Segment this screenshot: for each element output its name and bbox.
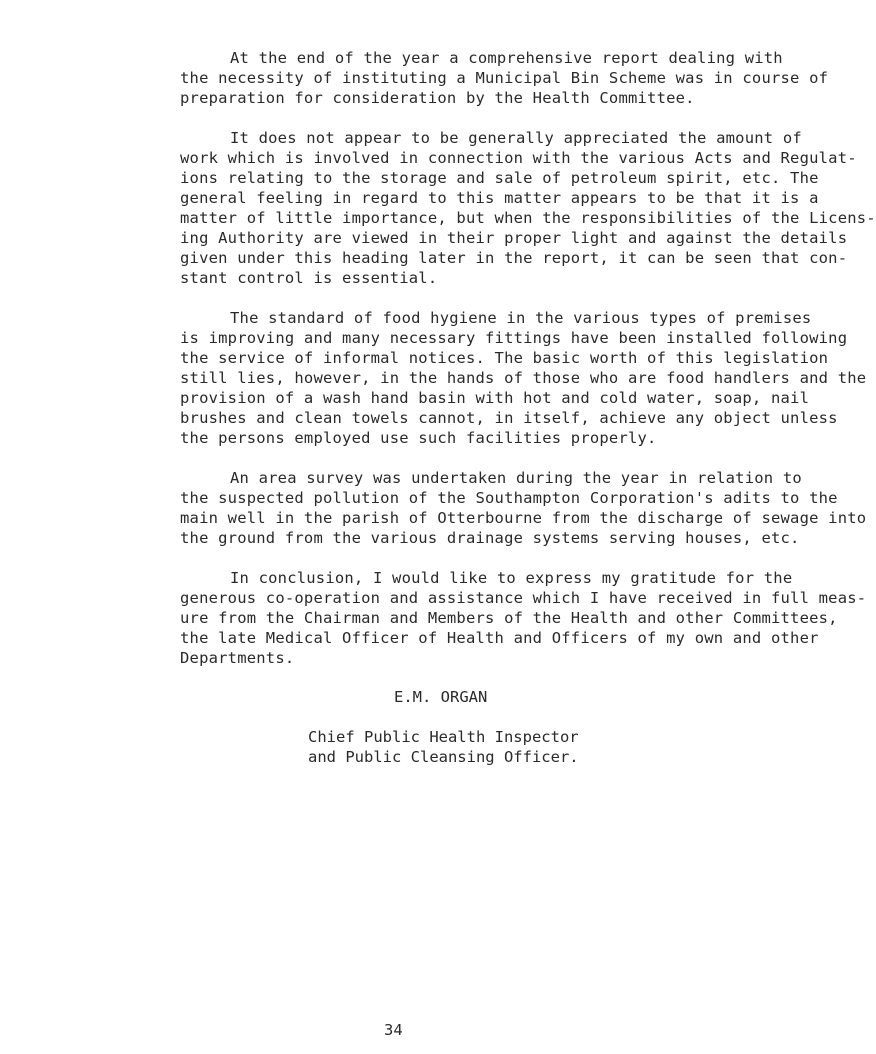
- text-line: preparation for consideration by the Health Committee.: [180, 89, 695, 107]
- text-line: the service of informal notices. The basic worth of this legislation: [180, 349, 829, 367]
- text-line: An area survey was undertaken during the year in relation to: [230, 469, 802, 487]
- text-line: The standard of food hygiene in the various types of premises: [230, 309, 812, 327]
- signatory-title-line-2: and Public Cleansing Officer.: [308, 748, 579, 766]
- text-line: given under this heading later in the report, it can be seen that con-: [180, 249, 848, 267]
- text-line: is improving and many necessary fittings have been installed following: [180, 329, 848, 347]
- text-line: general feeling in regard to this matter appears to be that it is a: [180, 189, 819, 207]
- text-line: stant control is essential.: [180, 269, 438, 287]
- text-line: generous co-operation and assistance which I have received in full meas-: [180, 589, 867, 607]
- text-line: At the end of the year a comprehensive report dealing with: [230, 49, 783, 67]
- text-line: work which is involved in connection with the various Acts and Regulat-: [180, 149, 857, 167]
- text-line: provision of a wash hand basin with hot and cold water, soap, nail: [180, 389, 810, 407]
- text-line: brushes and clean towels cannot, in itself, achieve any object unless: [180, 409, 838, 427]
- text-line: the necessity of instituting a Municipal Bin Scheme was in course of: [180, 69, 829, 87]
- text-line: the late Medical Officer of Health and Officers of my own and other: [180, 629, 819, 647]
- text-line: matter of little importance, but when the responsibilities of the Licens-: [180, 209, 876, 227]
- signatory-title-line-1: Chief Public Health Inspector: [308, 728, 579, 746]
- page-number: 34: [384, 1021, 403, 1039]
- text-line: ing Authority are viewed in their proper light and against the details: [180, 229, 848, 247]
- text-line: main well in the parish of Otterbourne from the discharge of sewage into: [180, 509, 867, 527]
- text-line: the persons employed use such facilities properly.: [180, 429, 657, 447]
- text-line: Departments.: [180, 649, 295, 667]
- signatory-name: E.M. ORGAN: [394, 688, 488, 706]
- text-line: the suspected pollution of the Southampton Corporation's adits to the: [180, 489, 838, 507]
- text-line: the ground from the various drainage systems serving houses, etc.: [180, 529, 800, 547]
- text-line: It does not appear to be generally appreciated the amount of: [230, 129, 802, 147]
- text-line: still lies, however, in the hands of those who are food handlers and the: [180, 369, 867, 387]
- text-line: In conclusion, I would like to express my gratitude for the: [230, 569, 793, 587]
- text-line: ions relating to the storage and sale of petroleum spirit, etc. The: [180, 169, 819, 187]
- text-line: ure from the Chairman and Members of the Health and other Committees,: [180, 609, 838, 627]
